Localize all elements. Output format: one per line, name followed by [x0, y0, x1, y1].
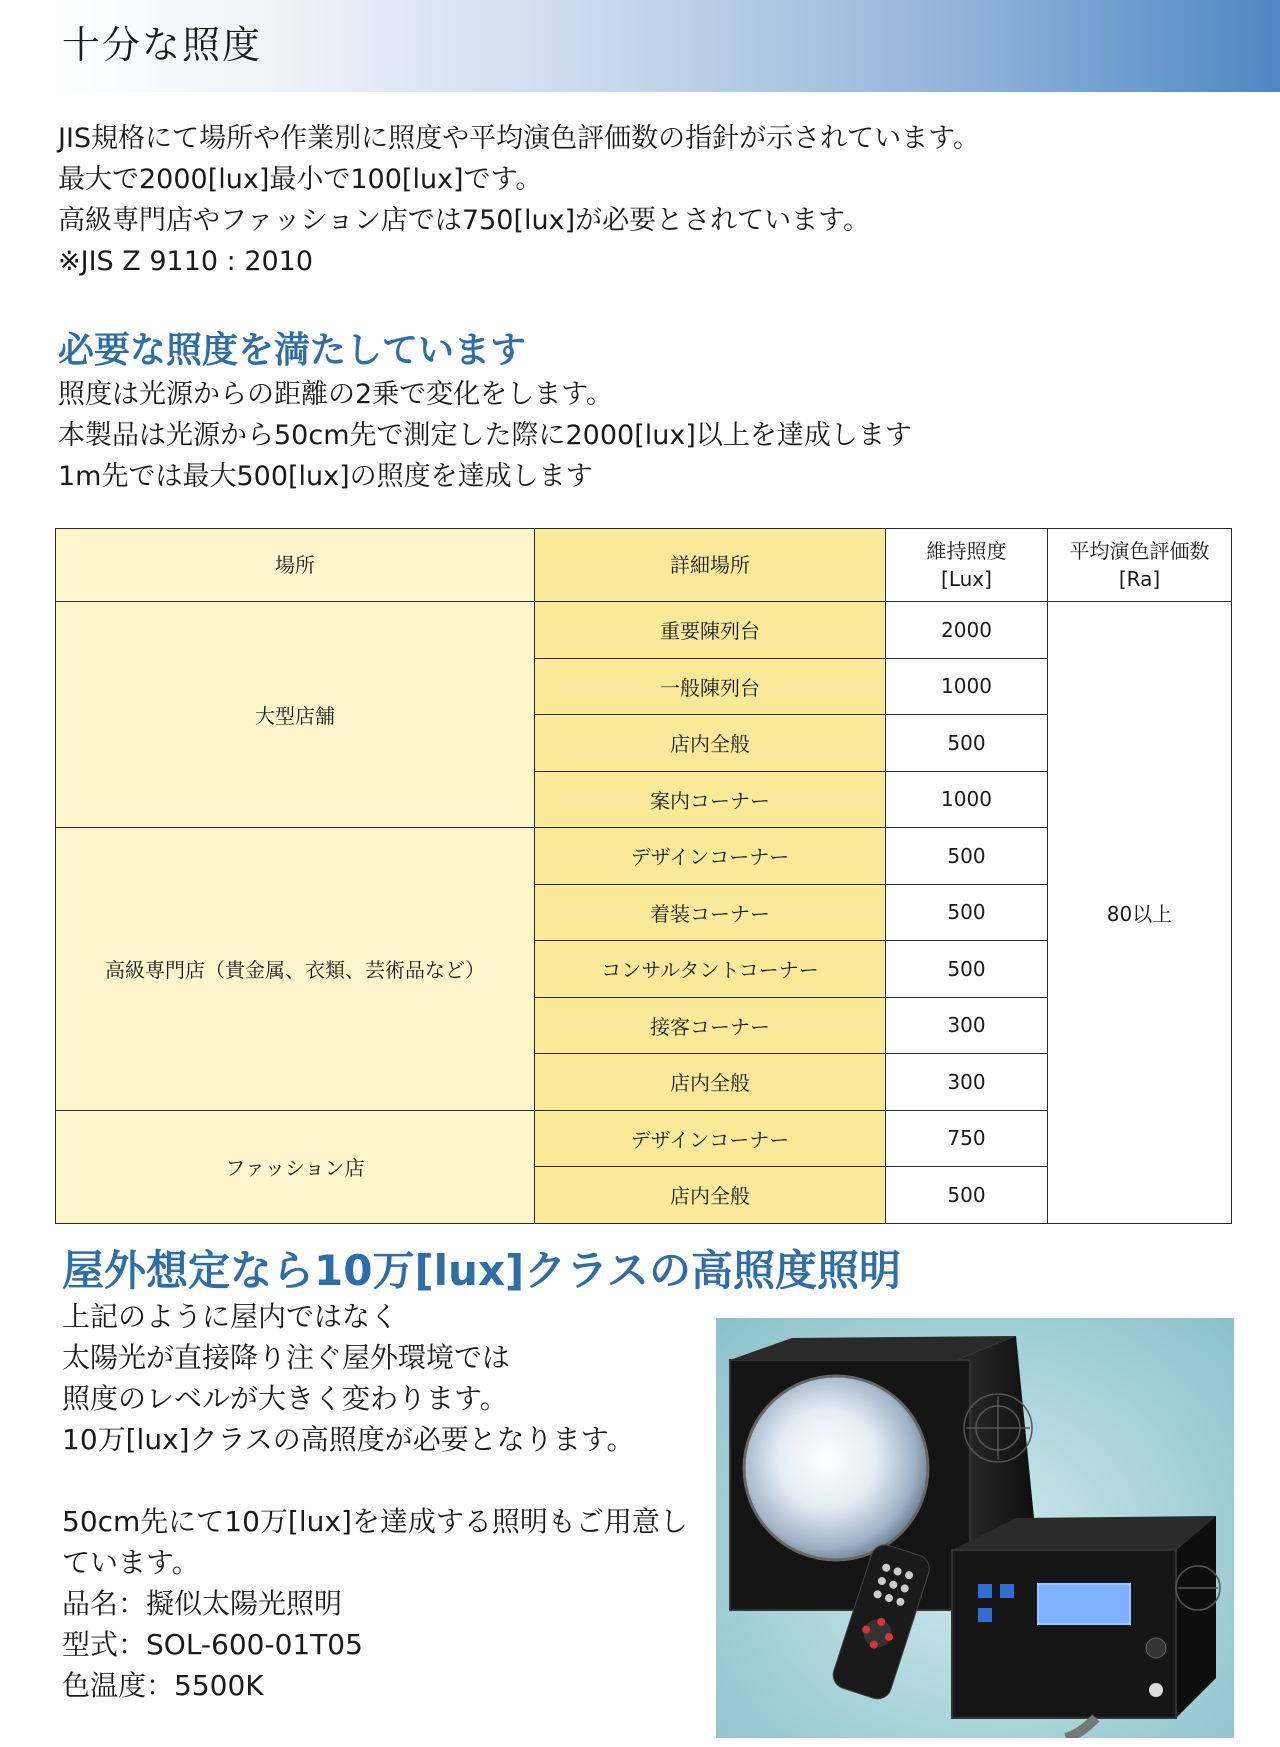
lux-cell: 500	[886, 828, 1048, 885]
table-header-row	[56, 529, 1232, 602]
body-line: 照度のレベルが大きく変わります。	[62, 1382, 508, 1415]
body-line: ています。	[62, 1546, 200, 1579]
header-lux-label: 維持照度	[926, 539, 1007, 563]
product-color-temp: 色温度：5500K	[62, 1669, 264, 1702]
intro-line: JIS規格にて場所や作業別に照度や平均演色評価数の指針が示されています。	[58, 123, 980, 154]
lux-cell: 1000	[886, 658, 1048, 715]
lux-cell: 300	[886, 1054, 1048, 1111]
detail-cell: 案内コーナー	[535, 771, 886, 828]
detail-cell: デザインコーナー	[535, 1110, 886, 1167]
page-title: 十分な照度	[62, 23, 263, 67]
lux-cell: 1000	[886, 771, 1048, 828]
detail-cell: 一般陳列台	[535, 658, 886, 715]
ra-cell: 80以上	[1048, 602, 1232, 1224]
solar-simulator-image	[716, 1318, 1234, 1738]
header-lux-unit: [Lux]	[941, 567, 992, 591]
spacer	[62, 1460, 688, 1501]
detail-cell: 着装コーナー	[535, 884, 886, 941]
section-body-outdoor	[62, 1296, 688, 1706]
header-ra-label: 平均演色評価数	[1069, 539, 1210, 563]
detail-cell: コンサルタントコーナー	[535, 941, 886, 998]
body-line: 本製品は光源から50cm先で測定した際に2000[lux]以上を達成します	[58, 420, 912, 451]
body-line: 照度は光源からの距離の2乗で変化をします。	[58, 379, 614, 410]
header-place: 場所	[56, 529, 535, 602]
place-cell: 高級専門店（貴金属、衣類、芸術品など）	[56, 828, 535, 1111]
table-row	[56, 602, 1232, 659]
header-ra	[1048, 529, 1232, 602]
lux-cell: 500	[886, 715, 1048, 772]
section-heading-illuminance: 必要な照度を満たしています	[58, 330, 527, 371]
detail-cell: 店内全般	[535, 1167, 886, 1224]
header-ra-unit: [Ra]	[1118, 567, 1161, 591]
section-body-illuminance	[58, 374, 912, 497]
detail-cell: 店内全般	[535, 1054, 886, 1111]
body-line: 10万[lux]クラスの高照度が必要となります。	[62, 1423, 635, 1456]
body-line: 50cm先にて10万[lux]を達成する照明もご用意し	[62, 1505, 688, 1538]
lux-cell: 2000	[886, 602, 1048, 659]
detail-cell: デザインコーナー	[535, 828, 886, 885]
product-model: 型式：SOL-600-01T05	[62, 1628, 363, 1661]
lux-cell: 500	[886, 1167, 1048, 1224]
illuminance-table	[55, 528, 1232, 1224]
header-lux	[886, 529, 1048, 602]
body-line: 1m先では最大500[lux]の照度を達成します	[58, 461, 593, 492]
knob-icon	[1146, 1638, 1166, 1658]
section-heading-outdoor: 屋外想定なら10万[lux]クラスの高照度照明	[62, 1246, 901, 1295]
product-name: 品名：擬似太陽光照明	[62, 1587, 343, 1620]
place-cell: ファッション店	[56, 1110, 535, 1223]
detail-cell: 重要陳列台	[535, 602, 886, 659]
detail-cell: 接客コーナー	[535, 997, 886, 1054]
intro-line: ※JIS Z 9110 : 2010	[58, 246, 314, 277]
body-line: 上記のように屋内ではなく	[62, 1300, 399, 1333]
body-line: 太陽光が直接降り注ぐ屋外環境では	[62, 1341, 511, 1374]
intro-line: 高級専門店やファッション店では750[lux]が必要とされています。	[58, 205, 870, 236]
header-detail: 詳細場所	[535, 529, 886, 602]
intro-line: 最大で2000[lux]最小で100[lux]です。	[58, 164, 543, 195]
product-photo	[716, 1318, 1234, 1738]
lens-icon	[744, 1376, 928, 1560]
detail-cell: 店内全般	[535, 715, 886, 772]
intro-text	[58, 118, 980, 282]
lux-cell: 500	[886, 941, 1048, 998]
lux-cell: 750	[886, 1110, 1048, 1167]
display-icon	[1038, 1584, 1130, 1624]
place-cell: 大型店舗	[56, 602, 535, 828]
lux-cell: 500	[886, 884, 1048, 941]
lux-cell: 300	[886, 997, 1048, 1054]
